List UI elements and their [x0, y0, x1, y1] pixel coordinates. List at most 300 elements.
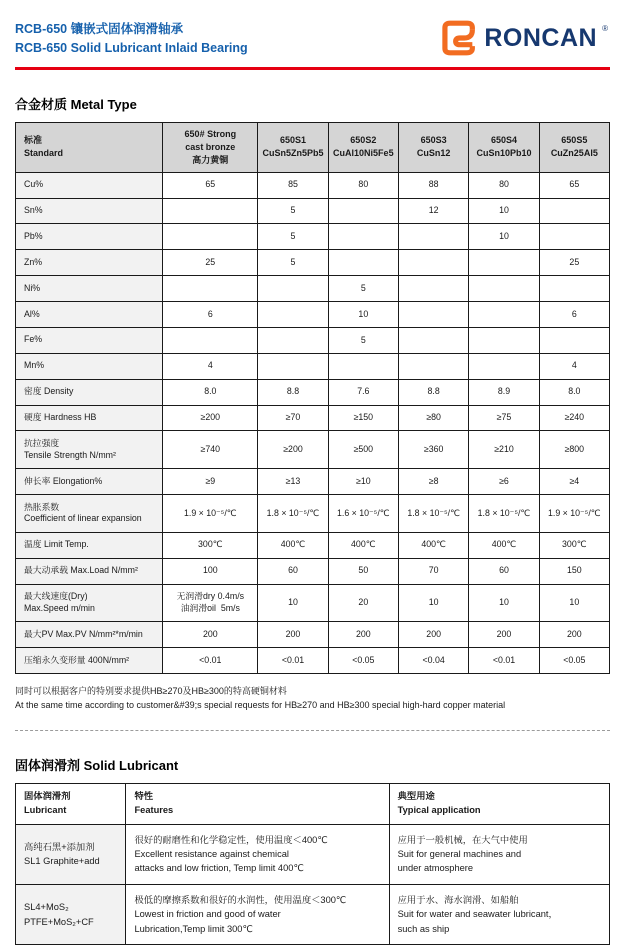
- text-line: ≥800: [564, 444, 585, 455]
- text-line: 400℃: [421, 539, 446, 550]
- text-line: <0.05: [352, 654, 375, 665]
- text-line: 8.0: [568, 386, 581, 397]
- text-line: 最大PV Max.PV N/mm²*m/min: [24, 628, 143, 639]
- text-line: Fe%: [24, 334, 43, 345]
- value-cell: [398, 405, 468, 431]
- value-cell: [163, 584, 258, 622]
- text-line: Suit for general machines and: [397, 849, 522, 860]
- text-line: 密度 Density: [24, 386, 74, 397]
- text-line: 10: [288, 597, 298, 608]
- text-line: 5: [290, 231, 296, 242]
- value-cell: [398, 250, 468, 276]
- table-row: [16, 276, 610, 302]
- table-row: [16, 824, 610, 884]
- text-line: Lubrication,Temp limit 300℃: [134, 923, 253, 934]
- row-label-cell: [16, 558, 163, 584]
- value-cell: [328, 648, 398, 674]
- value-cell: [258, 584, 328, 622]
- row-label-cell: [16, 198, 163, 224]
- value-cell: [539, 198, 609, 224]
- column-header: [16, 122, 163, 172]
- text-line: Lowest in friction and good of water: [134, 909, 281, 920]
- page-title-zh: RCB-650 镶嵌式固体润滑轴承: [15, 22, 184, 36]
- text-line: 80: [499, 179, 509, 190]
- value-cell: [328, 622, 398, 648]
- text-line: ≥13: [285, 475, 301, 486]
- text-line: 25: [569, 256, 580, 267]
- text-line: 50: [358, 565, 369, 576]
- text-line: 最大动承载 Max.Load N/mm²: [24, 565, 138, 576]
- value-cell: [328, 224, 398, 250]
- features-cell: [126, 884, 389, 944]
- brand-logo: [439, 18, 610, 58]
- registered-trademark: ®: [602, 24, 608, 33]
- text-line: 200: [496, 628, 512, 639]
- text-line: 650S4: [490, 135, 517, 146]
- value-cell: [328, 469, 398, 495]
- value-cell: [258, 172, 328, 198]
- value-cell: [398, 558, 468, 584]
- value-cell: [328, 495, 398, 533]
- text-line: 5: [290, 256, 296, 267]
- text-line: Ni%: [24, 282, 41, 293]
- section-title-solid-lubricant: 固体润滑剂 Solid Lubricant: [15, 757, 179, 773]
- text-line: 1.8 × 10⁻⁵/℃: [477, 507, 531, 518]
- text-line: 20: [358, 597, 369, 608]
- lubricant-cell: [16, 884, 126, 944]
- text-line: 1.8 × 10⁻⁵/℃: [266, 507, 320, 518]
- text-line: 6: [571, 308, 577, 319]
- text-line: Sn%: [24, 205, 43, 216]
- text-line: 应用于水、海水润滑、如船舶: [397, 894, 519, 905]
- value-cell: [258, 302, 328, 328]
- text-line: ≥75: [496, 412, 512, 423]
- text-line: 400℃: [280, 539, 306, 550]
- value-cell: [398, 584, 468, 622]
- value-cell: [539, 431, 609, 469]
- row-label-cell: [16, 648, 163, 674]
- text-line: 1.8 × 10⁻⁵/℃: [407, 507, 460, 518]
- value-cell: [398, 198, 468, 224]
- text-line: 10: [358, 308, 369, 319]
- value-cell: [539, 302, 609, 328]
- value-cell: [163, 250, 258, 276]
- value-cell: [398, 276, 468, 302]
- value-cell: [163, 353, 258, 379]
- table-row: [16, 584, 610, 622]
- text-line: 88: [428, 179, 439, 190]
- value-cell: [539, 648, 609, 674]
- text-line: CuAl10Ni5Fe5: [333, 148, 394, 159]
- column-header: [469, 122, 539, 172]
- value-cell: [398, 379, 468, 405]
- value-cell: [163, 198, 258, 224]
- value-cell: [163, 532, 258, 558]
- text-line: 固体润滑剂: [24, 790, 71, 801]
- value-cell: [398, 327, 468, 353]
- value-cell: [539, 584, 609, 622]
- section-title-metal-type: 合金材质 Metal Type: [15, 96, 137, 112]
- text-line: <0.01: [281, 654, 305, 665]
- text-line: 12: [428, 205, 439, 216]
- text-line: attacks and low friction, Temp limit 400℃: [134, 863, 304, 874]
- value-cell: [258, 532, 328, 558]
- text-line: Lubricant: [24, 804, 67, 815]
- value-cell: [469, 405, 539, 431]
- text-line: 650S1: [279, 135, 306, 146]
- value-cell: [163, 224, 258, 250]
- text-line: 硬度 Hardness HB: [24, 412, 97, 423]
- brand-name: RONCAN: [484, 24, 598, 52]
- table-row: [16, 172, 610, 198]
- text-line: 5: [290, 205, 296, 216]
- text-line: 1.6 × 10⁻⁵/℃: [336, 507, 390, 518]
- table-row: [16, 224, 610, 250]
- text-line: Pb%: [24, 230, 43, 241]
- text-line: SL1 Graphite+add: [24, 856, 100, 867]
- value-cell: [163, 431, 258, 469]
- text-line: ≥200: [283, 444, 303, 455]
- value-cell: [328, 405, 398, 431]
- text-line: Typical application: [397, 804, 481, 815]
- application-cell: [389, 824, 609, 884]
- text-line: ≥8: [428, 475, 439, 486]
- text-line: 650S5: [561, 135, 588, 146]
- value-cell: [469, 558, 539, 584]
- value-cell: [398, 224, 468, 250]
- column-header: [126, 783, 389, 824]
- text-line: 100: [202, 565, 218, 576]
- text-line: 最大线速度(Dry): [24, 591, 88, 602]
- text-line: Max.Speed m/min: [24, 602, 95, 613]
- row-label-cell: [16, 250, 163, 276]
- row-label-cell: [16, 584, 163, 622]
- text-line: ≥70: [285, 412, 301, 423]
- table-row: [16, 532, 610, 558]
- text-line: 油润滑oil 5m/s: [180, 602, 240, 613]
- value-cell: [163, 172, 258, 198]
- text-line: 典型用途: [397, 790, 435, 801]
- row-label-cell: [16, 431, 163, 469]
- row-label-cell: [16, 327, 163, 353]
- text-line: 高力黄铜: [192, 154, 229, 165]
- solid-lubricant-table: [15, 783, 610, 945]
- row-label-cell: [16, 405, 163, 431]
- value-cell: [258, 622, 328, 648]
- text-line: ≥150: [353, 412, 374, 423]
- value-cell: [539, 379, 609, 405]
- text-line: Tensile Strength N/mm²: [24, 449, 116, 460]
- text-line: 85: [288, 179, 298, 190]
- text-line: <0.01: [199, 654, 222, 665]
- table-row: [16, 884, 610, 944]
- metal-type-table: [15, 122, 610, 675]
- value-cell: [258, 250, 328, 276]
- value-cell: [163, 648, 258, 674]
- text-line: 650S3: [420, 135, 447, 146]
- dashed-divider: [15, 730, 610, 731]
- table-row: [16, 431, 610, 469]
- lubricant-cell: [16, 824, 126, 884]
- text-line: 很好的耐磨性和化学稳定性，使用温度＜400℃: [134, 834, 328, 845]
- value-cell: [539, 405, 609, 431]
- value-cell: [258, 648, 328, 674]
- table-row: [16, 405, 610, 431]
- table-row: [16, 379, 610, 405]
- text-line: 极低的摩擦系数和很好的水润性，使用温度＜300℃: [134, 894, 347, 905]
- header-row: [16, 783, 610, 824]
- text-line: CuSn10Pb10: [476, 148, 532, 159]
- table-row: [16, 327, 610, 353]
- value-cell: [398, 431, 468, 469]
- value-cell: [469, 648, 539, 674]
- text-line: Suit for water and seawater lubricant，: [397, 909, 558, 920]
- page-header: [15, 18, 610, 58]
- table-row: [16, 648, 610, 674]
- text-line: 200: [566, 628, 582, 639]
- text-line: 10: [499, 231, 509, 242]
- text-line: 10: [428, 597, 439, 608]
- text-line: 25: [205, 256, 216, 267]
- text-line: ≥80: [426, 412, 441, 423]
- column-header: [328, 122, 398, 172]
- value-cell: [469, 198, 539, 224]
- text-line: such as ship: [397, 923, 450, 934]
- value-cell: [258, 276, 328, 302]
- text-line: 10: [569, 597, 580, 608]
- value-cell: [469, 495, 539, 533]
- text-line: 特性: [134, 790, 154, 801]
- value-cell: [163, 469, 258, 495]
- text-line: Standard: [24, 148, 64, 159]
- value-cell: [469, 532, 539, 558]
- text-line: ≥210: [494, 444, 514, 455]
- value-cell: [163, 302, 258, 328]
- value-cell: [328, 353, 398, 379]
- roncan-r-monogram-icon: [439, 18, 479, 58]
- value-cell: [539, 327, 609, 353]
- text-line: Zn%: [24, 256, 43, 267]
- text-line: 650S2: [350, 135, 377, 146]
- text-line: 标准: [24, 135, 43, 146]
- row-label-cell: [16, 379, 163, 405]
- text-line: CuSn5Zn5Pb5: [262, 148, 324, 159]
- text-line: ≥4: [569, 475, 580, 486]
- text-line: 60: [288, 565, 298, 576]
- text-line: Cu%: [24, 179, 44, 190]
- text-line: <0.05: [563, 654, 586, 665]
- value-cell: [258, 327, 328, 353]
- text-line: 1.9 × 10⁻⁵/℃: [547, 507, 601, 518]
- note-en: At the same time according to customer&#39;s special requests for HB≥270 and HB≥300 special high-hard copper material: [15, 700, 506, 711]
- row-label-cell: [16, 224, 163, 250]
- text-line: Mn%: [24, 360, 45, 371]
- value-cell: [469, 584, 539, 622]
- text-line: 200: [285, 628, 301, 639]
- value-cell: [398, 302, 468, 328]
- text-line: Features: [134, 804, 174, 815]
- column-header: [16, 783, 126, 824]
- value-cell: [258, 353, 328, 379]
- text-line: 65: [205, 179, 216, 190]
- row-label-cell: [16, 532, 163, 558]
- value-cell: [328, 431, 398, 469]
- text-line: 压缩永久变形量 400N/mm²: [24, 654, 130, 665]
- value-cell: [258, 224, 328, 250]
- value-cell: [469, 353, 539, 379]
- value-cell: [258, 405, 328, 431]
- text-line: SL4+MoS₂: [24, 902, 69, 913]
- note-zh: 同时可以根据客户的特别要求提供HB≥270及HB≥300的特高硬铜材料: [15, 686, 287, 697]
- table-row: [16, 558, 610, 584]
- text-line: ≥10: [356, 475, 371, 486]
- value-cell: [539, 172, 609, 198]
- text-line: 高纯石黑+添加剂: [24, 841, 95, 852]
- value-cell: [469, 622, 539, 648]
- column-header: [398, 122, 468, 172]
- text-line: CuSn12: [416, 148, 451, 159]
- value-cell: [328, 250, 398, 276]
- notes-block: [15, 684, 610, 713]
- text-line: 热胀系数: [24, 501, 60, 512]
- value-cell: [469, 327, 539, 353]
- text-line: 7.6: [357, 386, 370, 397]
- row-label-cell: [16, 302, 163, 328]
- text-line: ≥740: [200, 444, 221, 455]
- table-row: [16, 198, 610, 224]
- text-line: 70: [428, 565, 439, 576]
- value-cell: [539, 622, 609, 648]
- value-cell: [539, 532, 609, 558]
- value-cell: [539, 495, 609, 533]
- value-cell: [469, 431, 539, 469]
- text-line: 80: [358, 179, 369, 190]
- text-line: 300℃: [198, 539, 223, 550]
- value-cell: [539, 469, 609, 495]
- value-cell: [258, 469, 328, 495]
- value-cell: [539, 276, 609, 302]
- text-line: 8.8: [286, 386, 300, 397]
- text-line: under atmosphere: [397, 863, 474, 874]
- text-line: 10: [499, 597, 509, 608]
- text-line: ≥500: [353, 444, 374, 455]
- value-cell: [398, 495, 468, 533]
- text-line: 150: [566, 565, 582, 576]
- text-line: 65: [569, 179, 580, 190]
- text-line: 4: [571, 360, 577, 371]
- text-line: ≥200: [200, 412, 221, 423]
- value-cell: [163, 558, 258, 584]
- header-divider-rule: [15, 67, 610, 70]
- column-header: [389, 783, 609, 824]
- page-title-en: RCB-650 Solid Lubricant Inlaid Bearing: [15, 40, 248, 55]
- value-cell: [539, 250, 609, 276]
- text-line: 4: [207, 360, 213, 371]
- column-header: [258, 122, 328, 172]
- header-row: [16, 122, 610, 172]
- value-cell: [328, 558, 398, 584]
- value-cell: [258, 198, 328, 224]
- table-row: [16, 250, 610, 276]
- text-line: 8.8: [427, 386, 440, 397]
- value-cell: [469, 302, 539, 328]
- value-cell: [539, 558, 609, 584]
- value-cell: [469, 276, 539, 302]
- value-cell: [163, 379, 258, 405]
- text-line: ≥9: [205, 475, 216, 486]
- text-line: 8.9: [497, 386, 511, 397]
- value-cell: [328, 276, 398, 302]
- text-line: PTFE+MoS₂+CF: [24, 916, 94, 927]
- text-line: 温度 Limit Temp.: [24, 539, 89, 550]
- row-label-cell: [16, 469, 163, 495]
- text-line: 400℃: [491, 539, 517, 550]
- value-cell: [258, 495, 328, 533]
- value-cell: [328, 198, 398, 224]
- value-cell: [469, 250, 539, 276]
- value-cell: [539, 353, 609, 379]
- text-line: 200: [202, 628, 218, 639]
- value-cell: [163, 327, 258, 353]
- text-line: 8.0: [204, 386, 217, 397]
- row-label-cell: [16, 172, 163, 198]
- text-line: ≥6: [499, 475, 509, 486]
- text-line: 650# Strong: [184, 128, 237, 139]
- value-cell: [398, 532, 468, 558]
- table-row: [16, 495, 610, 533]
- row-label-cell: [16, 276, 163, 302]
- application-cell: [389, 884, 609, 944]
- value-cell: [328, 584, 398, 622]
- text-line: 5: [360, 334, 366, 345]
- value-cell: [469, 172, 539, 198]
- value-cell: [398, 469, 468, 495]
- table-row: [16, 622, 610, 648]
- value-cell: [398, 353, 468, 379]
- table-row: [16, 302, 610, 328]
- text-line: 抗拉强度: [24, 437, 60, 448]
- value-cell: [328, 302, 398, 328]
- text-line: ≥360: [423, 444, 444, 455]
- text-line: 应用于一般机械，在大气中使用: [397, 834, 528, 845]
- value-cell: [328, 327, 398, 353]
- value-cell: [258, 558, 328, 584]
- value-cell: [469, 469, 539, 495]
- text-line: 5: [360, 282, 366, 293]
- value-cell: [398, 648, 468, 674]
- text-line: 300℃: [562, 539, 587, 550]
- value-cell: [258, 379, 328, 405]
- page-title-block: [15, 18, 248, 58]
- value-cell: [328, 532, 398, 558]
- text-line: cast bronze: [185, 141, 236, 152]
- value-cell: [398, 172, 468, 198]
- row-label-cell: [16, 495, 163, 533]
- value-cell: [469, 379, 539, 405]
- value-cell: [398, 622, 468, 648]
- value-cell: [258, 431, 328, 469]
- column-header: [539, 122, 609, 172]
- text-line: Excellent resistance against chemical: [134, 849, 289, 860]
- text-line: <0.04: [422, 654, 445, 665]
- text-line: 1.9 × 10⁻⁵/℃: [183, 507, 237, 518]
- value-cell: [328, 379, 398, 405]
- table-row: [16, 353, 610, 379]
- text-line: ≥240: [564, 412, 585, 423]
- value-cell: [163, 405, 258, 431]
- features-cell: [126, 824, 389, 884]
- text-line: <0.01: [492, 654, 516, 665]
